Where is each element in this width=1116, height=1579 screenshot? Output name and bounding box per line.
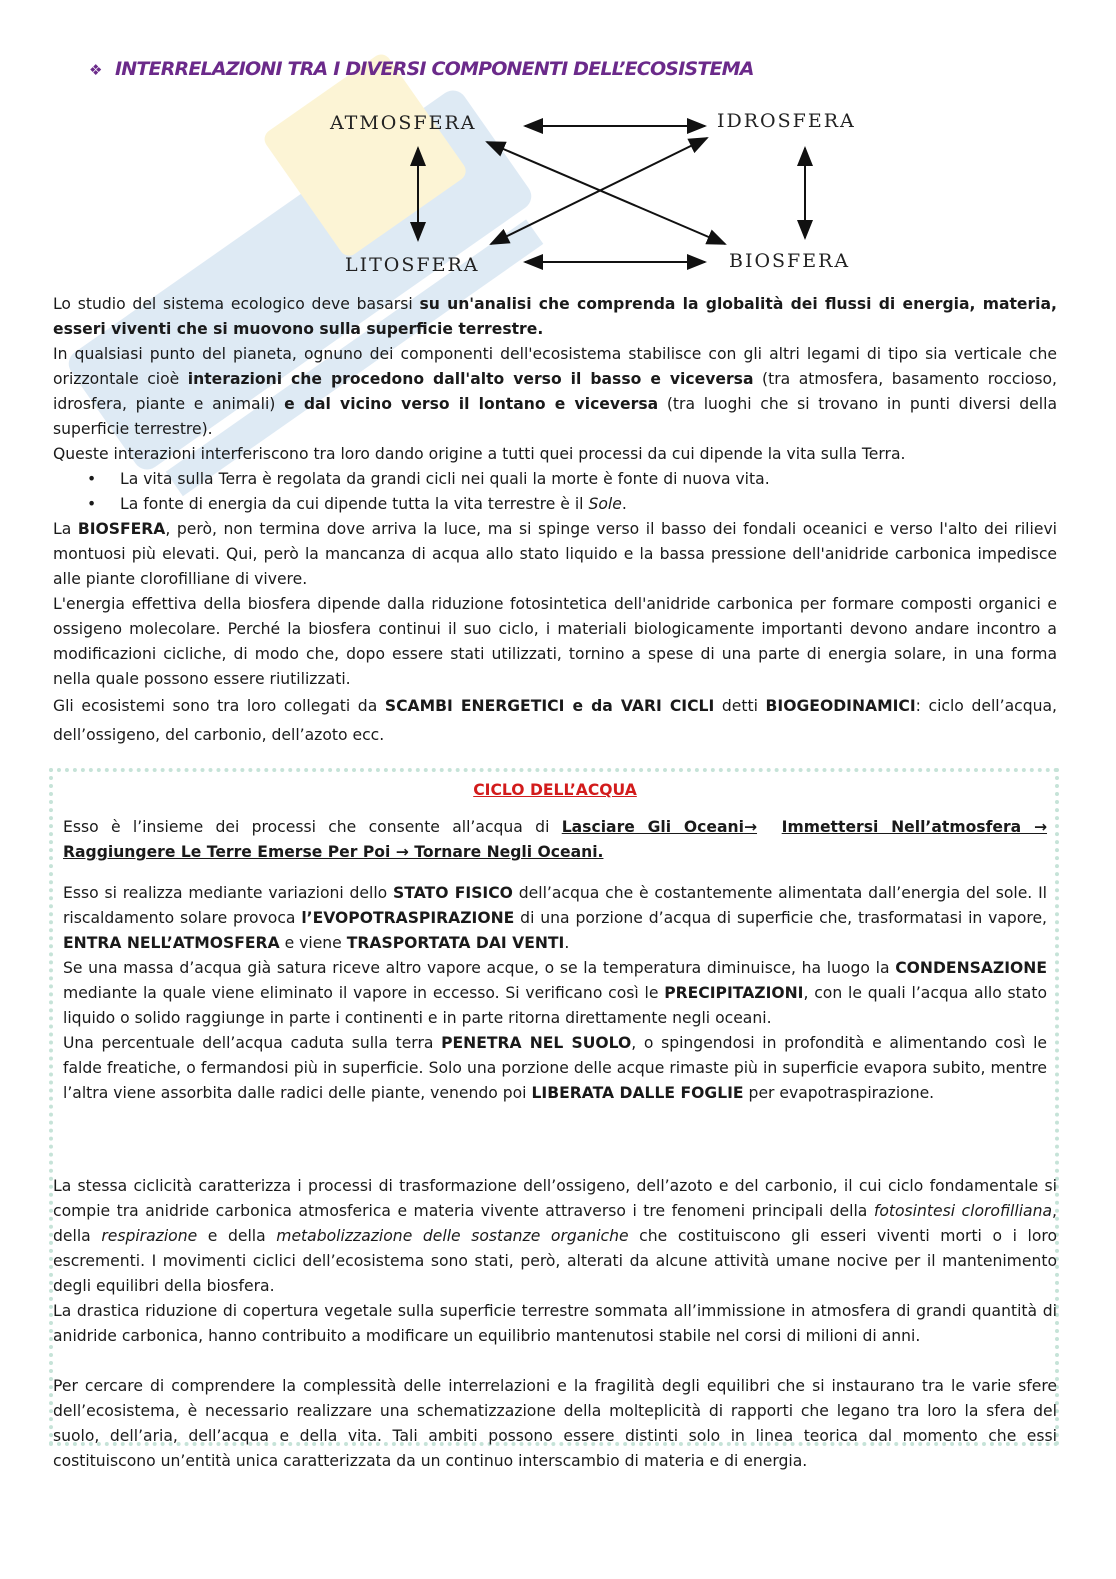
paragraph: Lo studio del sistema ecologico deve basarsi su un'analisi che comprenda la globalità dei flussi di energia, materia, esseri viventi che si muovono sulla superficie terrestre. — [53, 295, 1057, 338]
node-biosfera: BIOSFERA — [729, 250, 851, 272]
paragraph: Esso si realizza mediante variazioni dello STATO FISICO dell’acqua che è costantemente alimentata dall’energia del sole. Il riscaldamento solare provoca l’EVOPOTRASPIRAZIONE di una porzione d’acqua di superficie che, trasformatasi in vapore, ENTRA NELL’ATMOSFERA e viene TRASPORTATA DAI VENTI. — [63, 884, 1048, 952]
paragraph: La stessa ciclicità caratterizza i processi di trasformazione dell’ossigeno, dell’azoto e del carbonio, il cui ciclo fondamentale si compie tra anidride carbonica atmosferica e materia vivente attraverso i tre fenomeni principali della fotosintesi clorofilliana, della respirazione e della metabolizzazione delle sostanze organiche che costituiscono gli esseri viventi morti o i loro escrementi. I movimenti ciclici dell’ecosistema sono stati, però, alterati da alcune attività umane nocive per il mantenimento degli equilibri della biosfera. — [53, 1177, 1057, 1295]
arrow-idrosfera-litosfera — [491, 138, 707, 244]
paragraph: La drastica riduzione di copertura vegetale sulla superficie terrestre sommata all’immissione in atmosfera di grandi quantità di anidride carbonica, hanno contribuito a modificare un equilibrio mantenutosi stabile nel corsi di milioni di anni. — [53, 1302, 1057, 1345]
bullet-list — [53, 467, 1057, 517]
section-title-text: INTERRELAZIONI TRA I DIVERSI COMPONENTI DELL’ECOSISTEMA — [115, 58, 754, 80]
paragraph: Gli ecosistemi sono tra loro collegati da SCAMBI ENERGETICI e da VARI CICLI detti BIOGEODINAMICI: ciclo dell’acqua, dell’ossigeno, del carbonio, dell’azoto ecc. — [53, 697, 1057, 744]
diamond-bullet-icon: ❖ — [89, 61, 102, 79]
ecosystem-diagram — [253, 104, 856, 284]
paragraph: Esso è l’insieme dei processi che consente all’acqua di Lasciare Gli Oceani→ Immettersi Nell’atmosfera → Raggiungere Le Terre Emerse Per Poi → Tornare Negli Oceani. — [63, 818, 1048, 861]
node-atmosfera: ATMOSFERA — [330, 112, 477, 134]
paragraph: Queste interazioni interferiscono tra loro dando origine a tutti quei processi da cui dipende la vita sulla Terra. — [53, 445, 906, 463]
node-litosfera: LITOSFERA — [345, 254, 480, 276]
paragraph: Una percentuale dell’acqua caduta sulla terra PENETRA NEL SUOLO, o spingendosi in profondità e alimentando così le falde freatiche, o fermandosi più in superficie. Solo una porzione delle acque rimaste più in superficie evapora subito, mentre l’altra viene assorbita dalle radici delle piante, venendo poi LIBERATA DALLE FOGLIE per evapotraspirazione. — [63, 1034, 1048, 1102]
box-title: CICLO DELL’ACQUA — [473, 781, 637, 799]
paragraph: In qualsiasi punto del pianeta, ognuno dei componenti dell'ecosistema stabilisce con gli altri legami di tipo sia verticale che orizzontale cioè interazioni che procedono dall'alto verso il basso e viceversa (tra atmosfera, basamento roccioso, idrosfera, piante e animali) e dal vicino verso il lontano e viceversa (tra luoghi che si trovano in punti diversi della superficie terrestre). — [53, 345, 1057, 438]
paragraph: La BIOSFERA, però, non termina dove arriva la luce, ma si spinge verso il basso dei fondali oceanici e verso l'alto dei rilievi montuosi più elevati. Qui, però la mancanza di acqua allo stato liquido e la bassa pressione dell'anidride carbonica impedisce alle piante clorofilliane di vivere. — [53, 520, 1058, 588]
list-item: • La vita sulla Terra è regolata da grandi cicli nei quali la morte è fonte di nuova vita. — [120, 467, 1057, 492]
node-idrosfera: IDROSFERA — [717, 110, 856, 132]
paragraph: Per cercare di comprendere la complessità delle interrelazioni e la fragilità degli equilibri che si instaurano tra le varie sfere dell’ecosistema, è necessario realizzare una schematizzazione della molteplicità di rapporti che legano tra loro la sfera del suolo, dell’aria, dell’acqua e della vita. Tali ambiti possono essere distinti solo in linea teorica dal momento che essi costituiscono un’entità unica caratterizzata da un continuo interscambio di materia e di energia. — [53, 1377, 1057, 1470]
paragraph: Se una massa d’acqua già satura riceve altro vapore acque, o se la temperatura diminuisce, ha luogo la CONDENSAZIONE mediante la quale viene eliminato il vapore in eccesso. Si verificano così le PRECIPITAZIONI, con le quali l’acqua allo stato liquido o solido raggiunge in parte i continenti e in parte ritorna direttamente negli oceani. — [63, 959, 1048, 1027]
intro-section — [53, 292, 1057, 750]
section-title — [89, 58, 754, 80]
list-item: • La fonte di energia da cui dipende tutta la vita terrestre è il Sole. — [120, 492, 1057, 517]
closing-section — [53, 1174, 1057, 1474]
paragraph: L'energia effettiva della biosfera dipende dalla riduzione fotosintetica dell'anidride carbonica per formare composti organici e ossigeno molecolare. Perché la biosfera continui il suo ciclo, i materiali biologicamente importanti devono andare incontro a modificazioni cicliche, di modo che, dopo essere stati utilizzati, tornino a spese di una parte di energia solare, in una forma nella quale possono essere riutilizzati. — [53, 595, 1057, 688]
